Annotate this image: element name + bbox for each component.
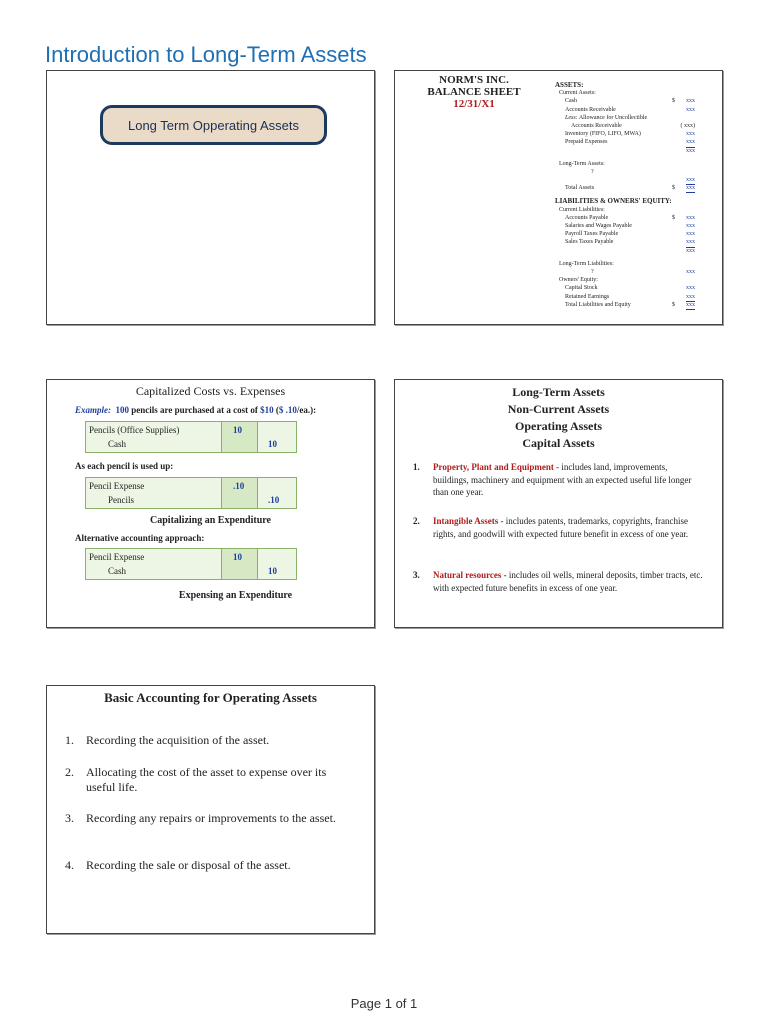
item-text: - includes patents, trademarks, copyrights, franchise rights, and goodwill with expected future benefit in excess of one year. [433,516,689,539]
slide-long-term-operating-assets [46,70,375,325]
ap-row [555,214,695,222]
capitalizing-caption: Capitalizing an Expenditure [150,515,271,526]
expensing-caption: Expensing an Expenditure [178,590,293,601]
retained-amount: xxx [686,293,695,302]
example-unit: $ .10 [278,405,297,415]
used-up-line: As each pencil is used up: [75,461,174,471]
item-number: 3. [65,811,74,825]
title-line-4: Capital Assets [522,436,595,450]
ar-label: Accounts Receivable [565,106,616,113]
page-footer: Page 1 of 1 [350,996,418,1011]
total-assets-row [555,184,695,192]
ltl-amount: xxx [686,268,695,275]
balance-sheet-heading [415,74,533,110]
current-assets-total: xxx [686,147,695,154]
owners-equity-label: Owners' Equity: [559,277,598,284]
entry3-credit: Cash [108,566,126,576]
inventory-amount: xxx [686,131,695,138]
item-number: 1. [65,733,74,747]
journal-entry-1 [85,421,297,453]
example-qty: 100 [115,405,129,415]
example-cost: $10 [260,405,274,415]
list-item [65,858,355,873]
item-number: 2. [65,765,74,779]
dollar-sign: $ [672,185,675,192]
list-item [65,733,355,748]
item-number: 3. [413,570,420,580]
list-item [65,811,355,826]
sales-tax-row [555,238,695,246]
ltl-question-row [555,268,695,276]
total-le-amount: xxx [686,301,695,310]
total-le-row [555,301,695,309]
title-pill: Long Term Opperating Assets [100,105,327,145]
slide-basic-accounting [46,685,375,934]
retained-label: Retained Earnings [565,293,610,300]
cash-amount: xxx [686,98,695,105]
salaries-row [555,222,695,230]
journal-entry-3 [85,548,297,580]
allowance-row-2 [555,122,695,130]
long-term-assets-label: Long-Term Assets: [559,160,605,167]
alternative-line: Alternative accounting approach: [75,533,205,543]
lta-amount-row [555,176,695,184]
payroll-row [555,230,695,238]
slide-long-term-assets [394,379,723,628]
total-assets-label: Total Assets [565,185,595,192]
current-liabilities-total-row [555,247,695,255]
entry3-credit-amount: 10 [268,566,277,576]
item-number: 4. [65,858,74,872]
salaries-amount: xxx [686,223,695,229]
current-assets-label: Current Assets: [559,90,596,97]
current-liabilities-total: xxx [686,247,695,254]
item-text: Recording the acquisition of the asset. [86,733,270,747]
item-text: Recording the sale or disposal of the asset. [86,858,291,872]
title-line-1: Long-Term Assets [512,385,605,399]
prepaid-row [555,138,695,146]
item-heading: Intangible Assets [433,516,499,526]
entry2-debit: Pencil Expense [89,481,145,491]
ar-amount: xxx [686,106,695,113]
item-number: 1. [413,462,420,472]
slide-title: Basic Accounting for Operating Assets [104,690,317,705]
assets-heading: ASSETS: [555,81,584,89]
cash-label: Cash [565,98,577,105]
inventory-row [555,130,695,138]
list-item [413,461,703,499]
list-item [413,515,703,540]
example-open: ( [273,405,279,415]
long-term-liabilities-label: Long-Term Liabilities: [559,260,614,267]
ap-amount: xxx [686,214,695,221]
item-heading: Property, Plant and Equipment [433,462,554,472]
inventory-label: Inventory (FIFO, LIFO, MWA) [565,131,641,138]
total-assets-amount: xxx [686,184,695,193]
allowance-amount: ( xxx) [680,122,695,129]
capital-label: Capital Stock [565,285,598,292]
dollar-sign: $ [672,214,675,221]
allowance-label: Allowance for Uncollectible [577,114,648,121]
ltl-question: ? [591,268,594,275]
example-mid: pencils are purchased at a cost of [129,405,261,415]
dollar-sign: $ [672,98,675,105]
entry1-credit-amount: 10 [268,439,277,449]
title-line-2: Non-Current Assets [507,402,610,416]
entry1-debit-amount: 10 [233,425,242,435]
payroll-amount: xxx [686,231,695,238]
item-text: Recording any repairs or improvements to the asset. [86,811,336,825]
prepaid-label: Prepaid Expenses [565,139,608,146]
entry1-debit: Pencils (Office Supplies) [89,425,180,435]
entry3-debit-amount: 10 [233,552,242,562]
title-line-3: Operating Assets [515,419,602,433]
entry2-credit-amount: .10 [268,495,280,505]
list-item [65,765,355,795]
current-assets-total-row [555,147,695,155]
example-line [75,405,316,415]
sheet-name: BALANCE SHEET [427,86,521,98]
slide-title [395,384,722,452]
prepaid-amount: xxx [686,138,695,147]
journal-entry-2 [85,477,297,509]
sheet-date: 12/31/X1 [453,98,495,110]
slide-balance-sheet [394,70,723,325]
payroll-label: Payroll Taxes Payable [565,231,619,238]
company-name: NORM'S INC. [439,74,509,86]
ar-row [555,106,695,114]
retained-row [555,293,695,301]
lta-amount: xxx [686,176,695,185]
allowance-label-2: Accounts Receivable [571,122,622,129]
sales-tax-amount: xxx [686,238,695,247]
item-text: - includes land, improvements, buildings, machinery and equipment with an expected useful life longer than one year. [433,462,692,497]
current-liabilities-label: Current Liabilities: [559,206,605,213]
ap-label: Accounts Payable [565,214,609,221]
capital-amount: xxx [686,285,695,292]
allowance-row [555,114,695,122]
sales-tax-label: Sales Taxes Payable [565,239,614,246]
lta-question-row [555,168,695,176]
balance-sheet-body [555,81,695,309]
document-title: Introduction to Long-Term Assets [45,42,367,67]
list-item [413,569,703,594]
capital-row [555,284,695,292]
entry2-debit-amount: .10 [233,481,245,491]
slide-capitalized-vs-expenses [46,379,375,628]
total-le-label: Total Liabilities and Equity [565,301,631,308]
less-label: Less: [565,114,578,121]
example-label: Example: [75,405,111,415]
entry1-credit: Cash [108,439,126,449]
item-text: Allocating the cost of the asset to expense over its useful life. [86,765,327,794]
item-heading: Natural resources [433,570,502,580]
item-number: 2. [413,516,420,526]
example-close: /ea.): [296,405,317,415]
lta-question: ? [591,168,594,175]
salaries-label: Salaries and Wages Payable [565,223,632,229]
item-text: - includes oil wells, mineral deposits, timber tracts, etc. with expected future benefits in excess of one year. [433,570,703,593]
liabilities-heading: LIABILITIES & OWNERS' EQUITY: [555,197,672,206]
entry3-debit: Pencil Expense [89,552,145,562]
entry2-credit: Pencils [108,495,134,505]
cash-row [555,97,695,105]
slide-title: Capitalized Costs vs. Expenses [135,384,286,398]
dollar-sign: $ [672,301,675,308]
